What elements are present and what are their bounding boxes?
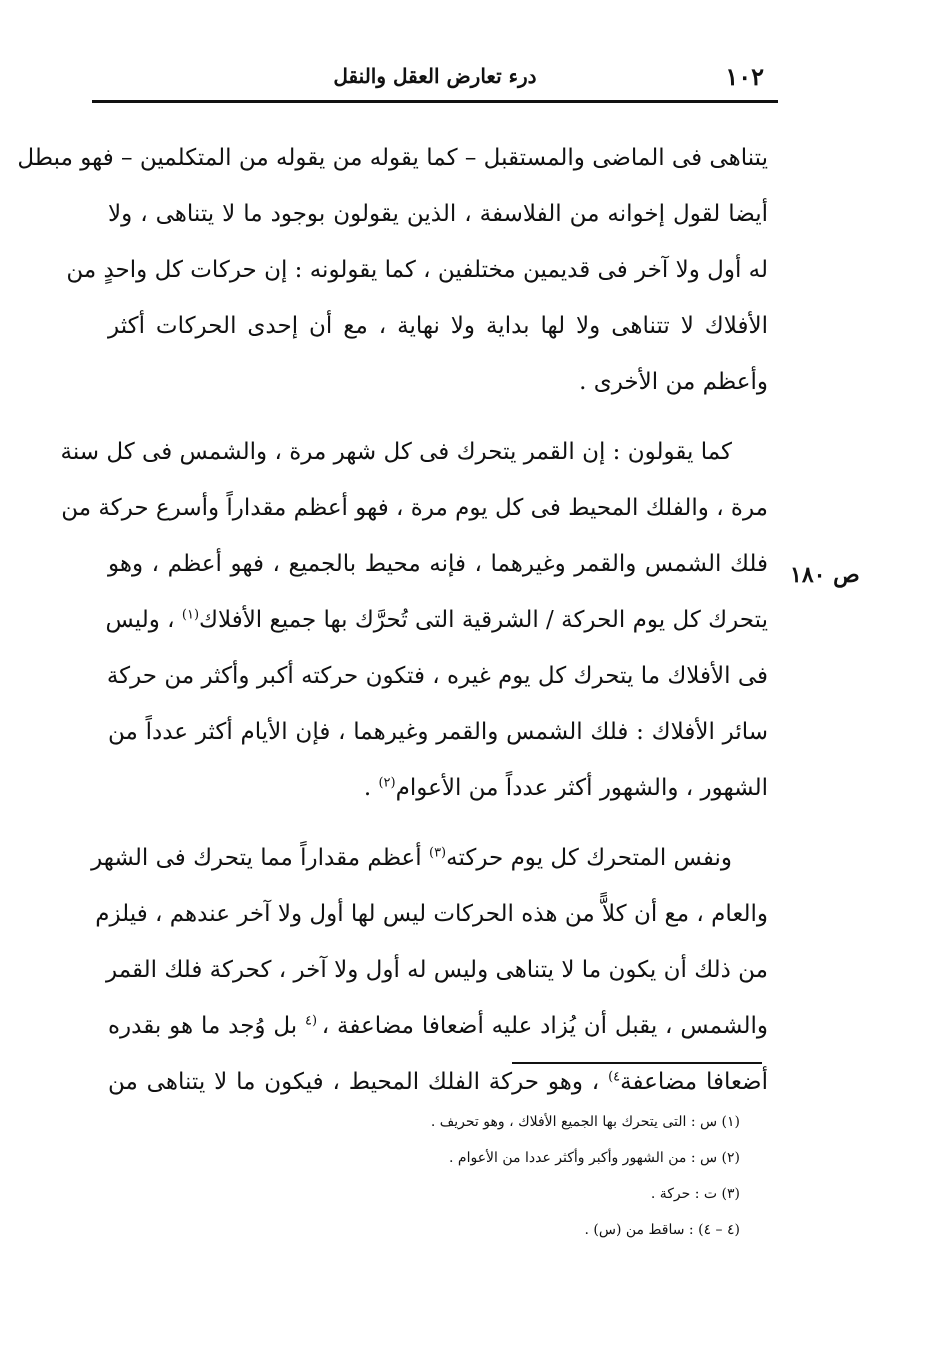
margin-page-reference: ص ١٨٠ — [790, 562, 860, 588]
line-text: أعظم مقداراً مما يتحرك فى الشهر — [91, 845, 429, 871]
footnote-3: (٣) ت : حركة . — [650, 1186, 740, 1202]
line-text: الشهور ، والشهور أكثر عدداً من الأعوام — [395, 775, 768, 801]
paragraph-2 — [60, 424, 768, 816]
footnote-marker: (١) — [181, 607, 200, 623]
text-line: كما يقولون : إن القمر يتحرك فى كل شهر مرة ، والشمس فى كل سنة — [60, 439, 732, 465]
text-line: مرة ، والفلك المحيط فى كل يوم مرة ، فهو أعظم مقداراً وأسرع حركة من — [61, 495, 768, 521]
text-line: سائر الأفلاك : فلك الشمس والقمر وغيرهما ، فإن الأيام أكثر عدداً من — [108, 719, 768, 745]
text-line: له أول ولا آخر فى قديمين مختلفين ، كما يقولونه : إن حركات كل واحدٍ من — [66, 257, 768, 283]
text-line: فى الأفلاك ما يتحرك كل يوم غيره ، فتكون حركته أكبر وأكثر من حركة — [106, 663, 768, 689]
text-line: أيضا لقول إخوانه من الفلاسفة ، الذين يقولون بوجود ما لا يتناهى ، ولا — [108, 201, 768, 227]
footnote-marker: (٣) — [428, 845, 447, 861]
running-title: درء تعارض العقل والنقل — [333, 64, 537, 88]
line-text: ، وليس — [105, 607, 182, 633]
line-text: بل وُجد ما هو بقدره — [108, 1013, 306, 1039]
text-line — [105, 592, 768, 648]
line-text: ، وهو حركة الفلك المحيط ، فيكون ما لا يتناهى من — [108, 1069, 609, 1095]
footnote-marker: (٢) — [378, 775, 396, 791]
text-line — [108, 760, 768, 816]
text-line: والعام ، مع أن كلاًّ من هذه الحركات ليس لها أول ولا آخر عندهم ، فيلزم — [95, 901, 768, 927]
text-line: فلك الشمس والقمر وغيرهما ، فإنه محيط بالجميع ، فهو أعظم ، وهو — [108, 551, 768, 577]
footnote-1: (١) س : التى يتحرك بها الجميع الأفلاك ، وهو تحريف . — [430, 1114, 740, 1130]
footnote-2: (٢) س : من الشهور وأكبر وأكثر عددا من الأعوام . — [449, 1150, 740, 1166]
footnote-marker: (٤ — [305, 1013, 322, 1029]
text-line — [91, 830, 768, 886]
paragraph-1 — [17, 130, 768, 410]
text-line: الأفلاك لا تتناهى ولا لها بداية ولا نهاية ، مع أن إحدى الحركات أكثر — [108, 313, 768, 339]
footnotes — [300, 1104, 740, 1248]
footnote-rule — [512, 1062, 762, 1064]
footnote-4: (٤ – ٤) : ساقط من (س) . — [584, 1222, 740, 1238]
line-text: . — [363, 775, 379, 801]
text-line — [108, 998, 768, 1054]
text-line: وأعظم من الأخرى . — [579, 369, 768, 395]
line-text: والشمس ، يقبل أن يُزاد عليه أضعافا مضاعفة ، — [321, 1013, 768, 1039]
page-number: ١٠٢ — [725, 62, 764, 91]
footnote-marker: ٤) — [608, 1069, 621, 1085]
text-line: يتناهى فى الماضى والمستقبل – كما يقوله من يقوله من المتكلمين – فهو مبطل — [17, 145, 768, 171]
header-rule — [92, 100, 778, 103]
line-text: ونفس المتحرك كل يوم حركته — [446, 845, 732, 871]
page-header — [92, 58, 778, 98]
paragraph-3 — [91, 830, 768, 1110]
line-text: أضعافا مضاعفة — [620, 1069, 768, 1095]
main-text — [17, 130, 768, 1124]
text-line: من ذلك أن يكون ما لا يتناهى وليس له أول ولا آخر ، كحركة فلك القمر — [106, 957, 768, 983]
line-text: يتحرك كل يوم الحركة / الشرقية التى تُحرَّك بها جميع الأفلاك — [199, 607, 768, 633]
